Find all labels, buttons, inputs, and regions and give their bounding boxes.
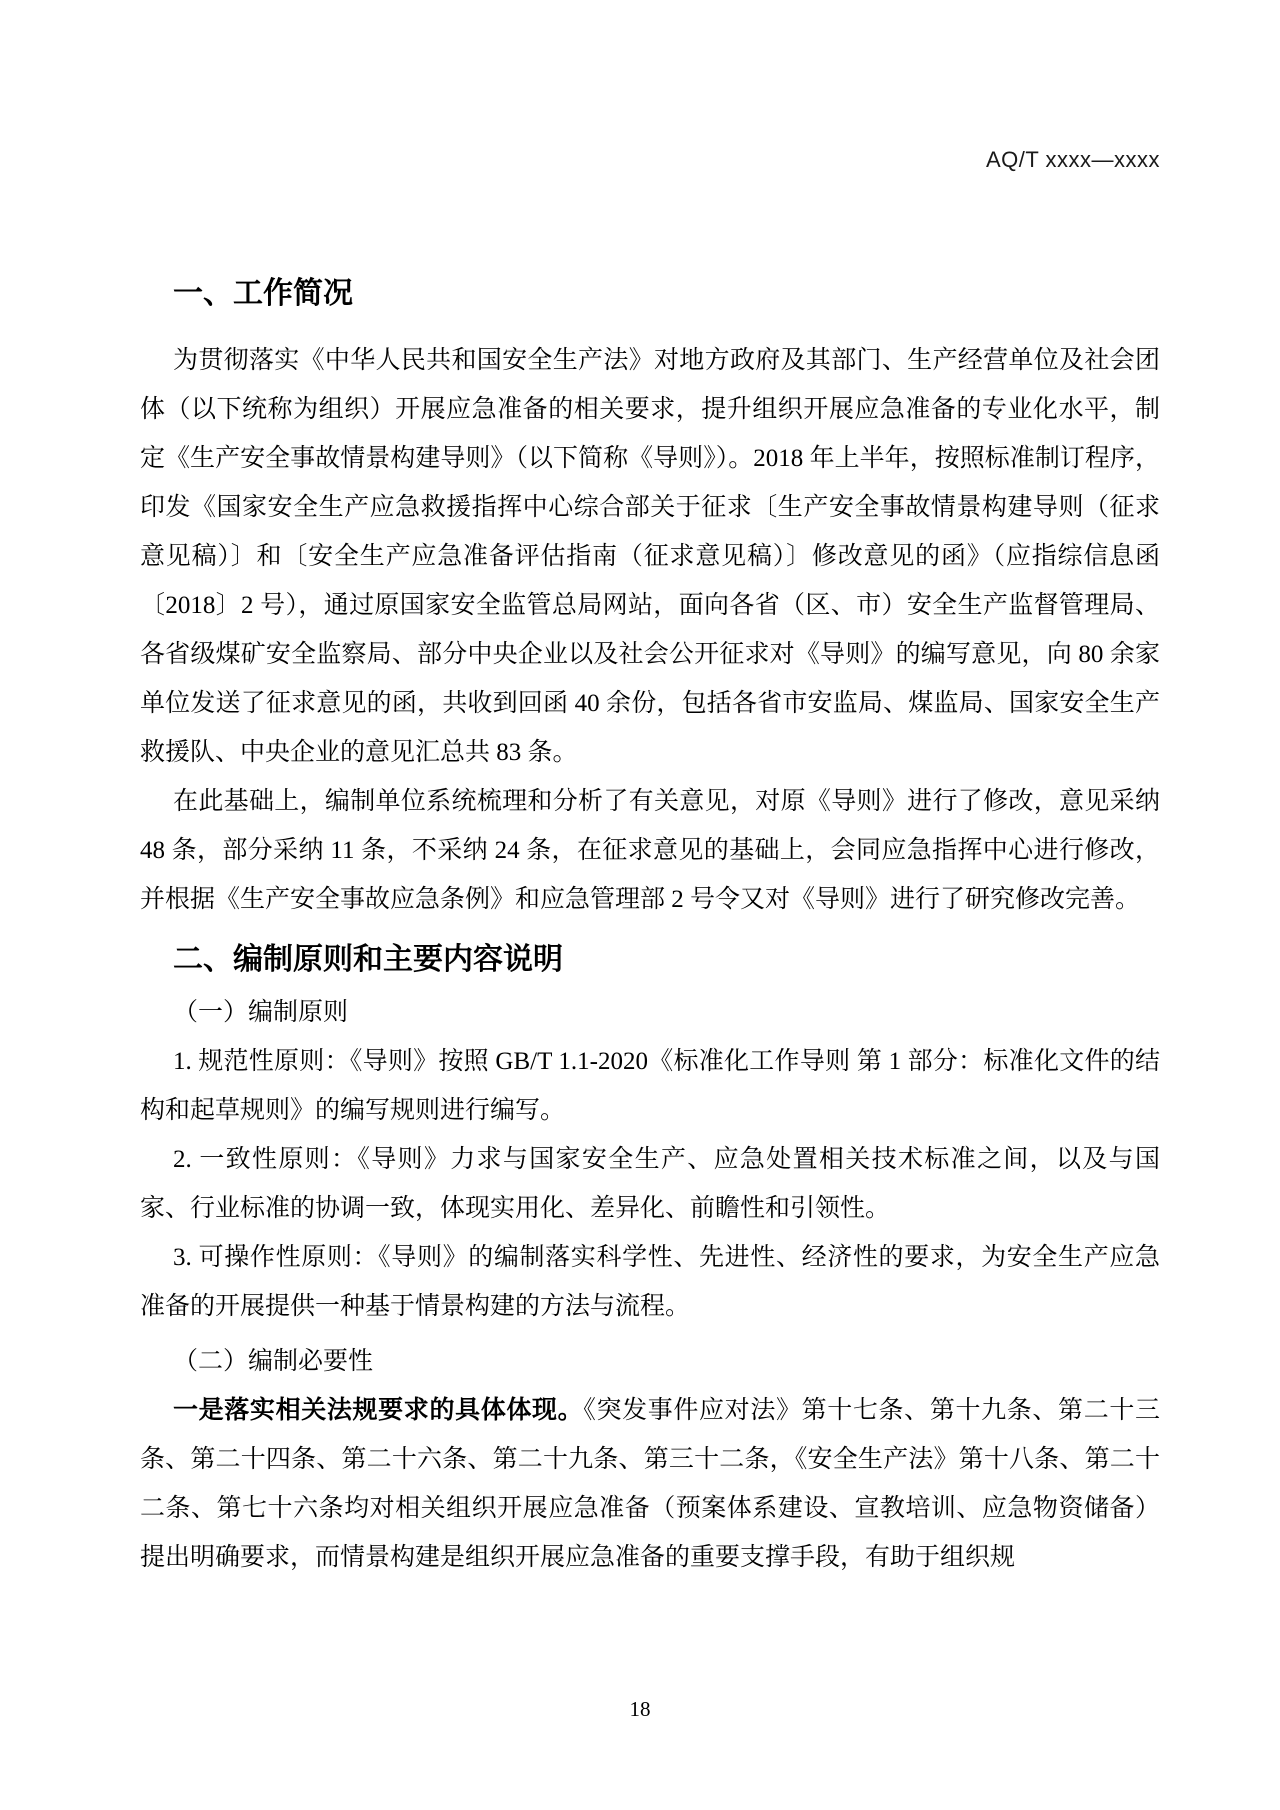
- principle-3-paragraph: 3. 可操作性原则：《导则》的编制落实科学性、先进性、经济性的要求，为安全生产应急准备的开展提供一种基于情景构建的方法与流程。: [140, 1244, 1160, 1320]
- section-2-heading: 二、编制原则和主要内容说明: [173, 943, 563, 976]
- necessity-paragraph: [140, 1386, 1160, 1582]
- section-1-paragraph-1: 为贯彻落实《中华人民共和国安全生产法》对地方政府及其部门、生产经营单位及社会团体（以下统称为组织）开展应急准备的相关要求，提升组织开展应急准备的专业化水平，制定《生产安全事故情景构建导则》（以下简称《导则》）。2018 年上半年，按照标准制订程序，印发《国家安全生产应急救援指挥中心综合部关于征求〔生产安全事故情景构建导则（征求意见稿）〕和〔安全生产应急准备评估指南（征求意见稿）〕修改意见的函》（应指综信息函〔2018〕2 号），通过原国家安全监管总局网站，面向各省（区、市）安全生产监督管理局、各省级煤矿安全监察局、部分中央企业以及社会公开征求对《导则》的编写意见，向 80 余家单位发送了征求意见的函，共收到回函 40 余份，包括各省市安监局、煤监局、国家安全生产救援队、中央企业的意见汇总共 83 条。: [140, 347, 1160, 766]
- necessity-paragraph-text: 《突发事件应对法》第十七条、第十九条、第二十三条、第二十四条、第二十六条、第二十九条、第三十二条，《安全生产法》第十八条、第二十二条、第七十六条均对相关组织开展应急准备（预案体系建设、宣教培训、应急物资储备）提出明确要求，而情景构建是组织开展应急准备的重要支撑手段，有助于组织规: [140, 1397, 1160, 1571]
- section-1-heading: 一、工作简况: [173, 277, 353, 310]
- necessity-paragraph-lead: 一是落实相关法规要求的具体体现。: [173, 1397, 584, 1424]
- subsection-1-heading: （一）编制原则: [173, 999, 349, 1026]
- subsection-2-heading: （二）编制必要性: [173, 1348, 374, 1375]
- principle-1-paragraph: 1. 规范性原则：《导则》按照 GB/T 1.1-2020《标准化工作导则 第 1 部分：标准化文件的结构和起草规则》的编写规则进行编写。: [140, 1048, 1160, 1124]
- section-1-paragraph-2: 在此基础上，编制单位系统梳理和分析了有关意见，对原《导则》进行了修改，意见采纳 48 条，部分采纳 11 条，不采纳 24 条，在征求意见的基础上，会同应急指挥中心进行修改，并根据《生产安全事故应急条例》和应急管理部 2 号令又对《导则》进行了研究修改完善。: [140, 788, 1160, 913]
- document-code: AQ/T xxxx—xxxx: [985, 147, 1160, 172]
- principle-2-paragraph: 2. 一致性原则：《导则》力求与国家安全生产、应急处置相关技术标准之间，以及与国家、行业标准的协调一致，体现实用化、差异化、前瞻性和引领性。: [140, 1146, 1160, 1222]
- page-number: 18: [629, 1697, 651, 1721]
